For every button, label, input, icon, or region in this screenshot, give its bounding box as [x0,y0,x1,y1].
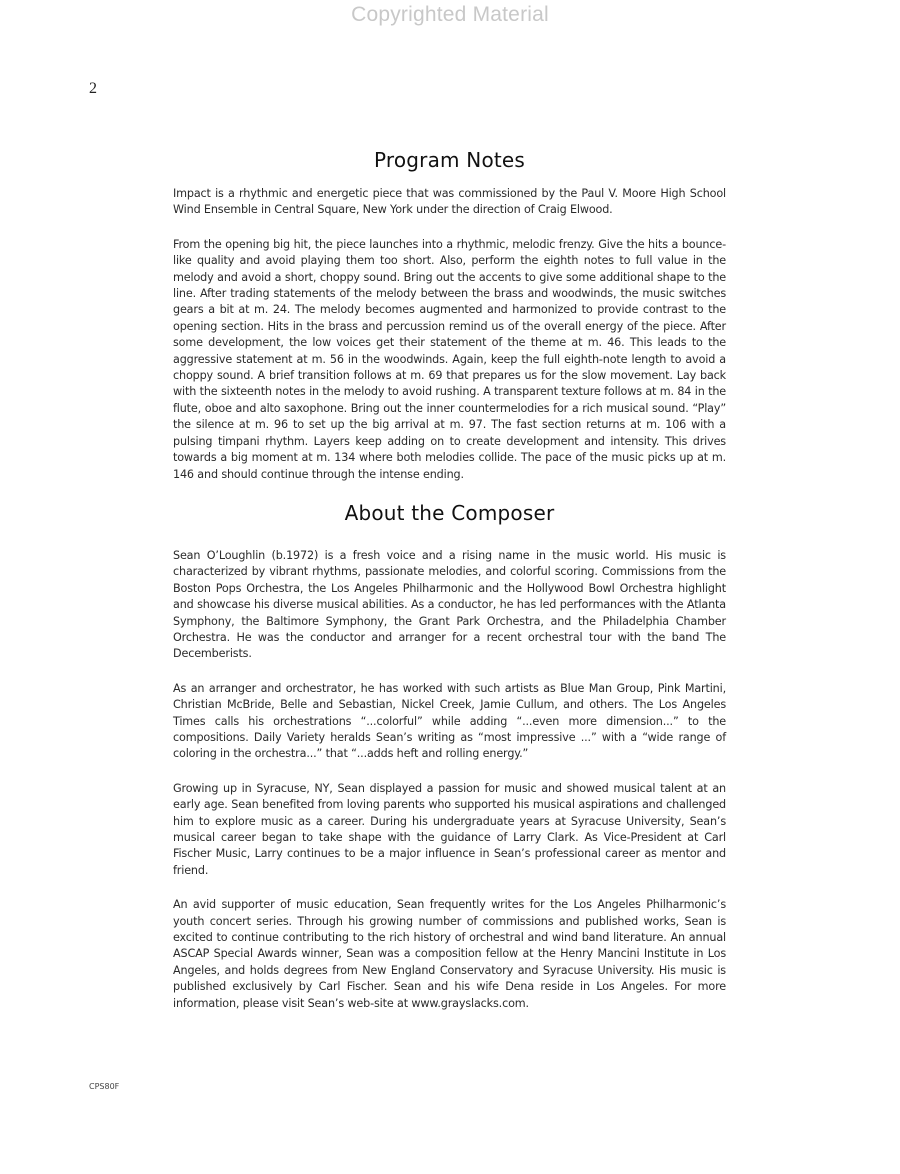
catalog-code: CPS80F [89,1082,120,1091]
page-number: 2 [89,80,97,97]
about-composer-paragraph: Growing up in Syracuse, NY, Sean displayed a passion for music and showed musical talent at an early age. Sean benefited from loving parents who supported his musical aspirations and challenged him to explore music as a career. During his undergraduate years at Syracuse University, Sean’s musical career began to take shape with the guidance of Larry Clark. As Vice-President at Carl Fischer Music, Larry continues to be a major influence in Sean’s professional career as mentor and friend. [173,781,726,877]
about-composer-paragraph: As an arranger and orchestrator, he has worked with such artists as Blue Man Group, Pink Martini, Christian McBride, Belle and Sebastian, Nickel Creek, Jamie Cullum, and others. The Los Angeles Times calls his orchestrations “...colorful” while adding “...even more dimension...” to the compositions. Daily Variety heralds Sean’s writing as “most impressive ...” with a “wide range of coloring in the orchestra...” that “...adds heft and rolling energy.” [173,681,726,761]
copyright-watermark: Copyrighted Material [351,3,549,26]
page-content [173,148,726,1030]
about-composer-paragraph: An avid supporter of music education, Sean frequently writes for the Los Angeles Philharmonic’s youth concert series. Through his growing number of commissions and published works, Sean is excited to continue contributing to the rich history of orchestral and wind band literature. An annual ASCAP Special Awards winner, Sean was a composition fellow at the Henry Mancini Institute in Los Angeles, and holds degrees from New England Conservatory and Syracuse University. His music is published exclusively by Carl Fischer. Sean and his wife Dena reside in Los Angeles. For more information, please visit Sean’s web-site at www.grayslacks.com. [173,898,726,1010]
program-notes-paragraph: From the opening big hit, the piece launches into a rhythmic, melodic frenzy. Give the hits a bounce-like quality and avoid playing them too short. Also, perform the eighth notes to full value in the melody and avoid a short, choppy sound. Bring out the accents to give some additional shape to the line. After trading statements of the melody between the brass and woodwinds, the music switches gears a bit at m. 24. The melody becomes augmented and harmonized to provide contrast to the opening section. Hits in the brass and percussion remind us of the overall energy of the piece. After some development, the low voices get their statement of the theme at m. 46. This leads to the aggressive statement at m. 56 in the woodwinds. Again, keep the full eighth-note length to avoid a choppy sound. A brief transition follows at m. 69 that prepares us for the slow movement. Lay back with the sixteenth notes in the melody to avoid rushing. A transparent texture follows at m. 84 in the flute, oboe and alto saxophone. Bring out the inner countermelodies for a rich musical sound. “Play” the silence at m. 96 to set up the big arrival at m. 97. The fast section returns at m. 106 with a pulsing timpani rhythm. Layers keep adding on to create development and intensity. This drives towards a big moment at m. 134 where both melodies collide. The pace of the music picks up at m. 146 and should continue through the intense ending. [173,237,726,481]
program-notes-paragraph: Impact is a rhythmic and energetic piece that was commissioned by the Paul V. Moore High School Wind Ensemble in Central Square, New York under the direction of Craig Elwood. [173,187,726,217]
about-composer-heading: About the Composer [344,500,555,525]
about-composer-paragraph: Sean O’Loughlin (b.1972) is a fresh voice and a rising name in the music world. His music is characterized by vibrant rhythms, passionate melodies, and colorful scoring. Commissions from the Boston Pops Orchestra, the Los Angeles Philharmonic and the Hollywood Bowl Orchestra highlight and showcase his diverse musical abilities. As a conductor, he has led performances with the Atlanta Symphony, the Baltimore Symphony, the Grant Park Orchestra, and the Philadelphia Chamber Orchestra. He was the conductor and arranger for a recent orchestral tour with the band The Decemberists. [173,548,726,661]
program-notes-heading: Program Notes [373,148,526,172]
